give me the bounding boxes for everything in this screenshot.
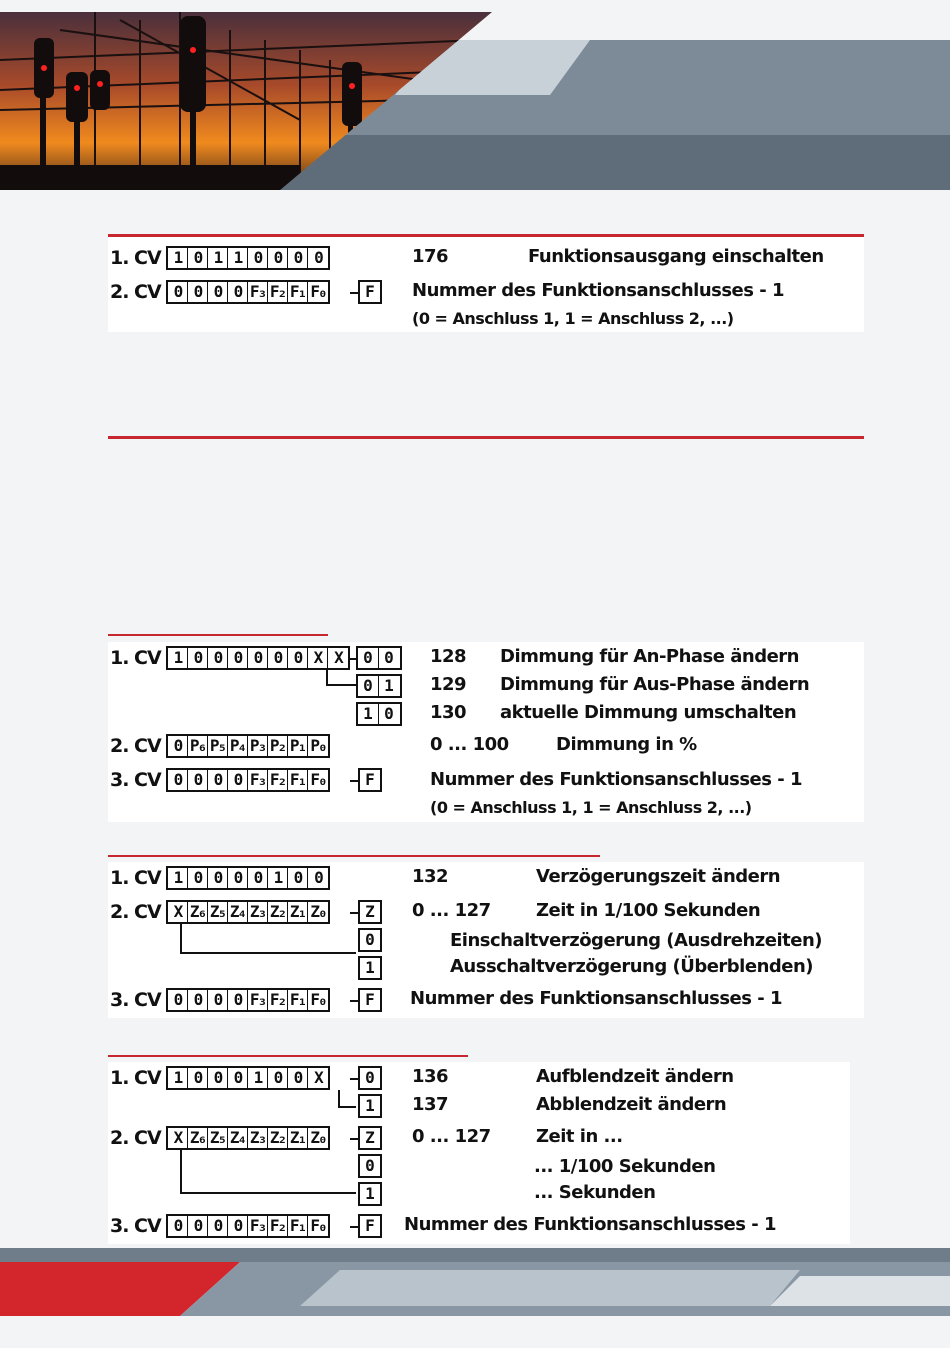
bit: 0 (228, 1068, 248, 1088)
bit: Z₃ (248, 1128, 268, 1148)
bit: P₅ (208, 736, 228, 756)
param-box: F (358, 280, 382, 304)
param-box: F (358, 1214, 382, 1238)
bit: Z₅ (208, 902, 228, 922)
bit: F₁ (288, 282, 308, 302)
cv-description: Dimmung für An-Phase ändern (500, 646, 799, 667)
bit: 1 (248, 1068, 268, 1088)
bit-field (166, 280, 330, 304)
bit: F₃ (248, 990, 268, 1010)
connector-line (326, 684, 356, 686)
bit-field (166, 646, 350, 670)
cv-description: Zeit in 1/100 Sekunden (536, 900, 761, 921)
bit: 0 (208, 282, 228, 302)
cv-row (110, 988, 330, 1012)
bit: 1 (168, 248, 188, 268)
section-divider (108, 855, 600, 857)
connector-line (180, 952, 356, 954)
cv-label: 1. CV (110, 647, 161, 669)
cv-row (110, 280, 330, 304)
bit: 0 (288, 248, 308, 268)
bit: 0 (188, 990, 208, 1010)
option-box: 1 (358, 956, 382, 980)
page-footer (0, 1248, 950, 1344)
option-description: Ausschaltverzögerung (Überblenden) (450, 956, 814, 977)
option-box (356, 646, 402, 670)
bit: Z₄ (228, 1128, 248, 1148)
cv-value: 0 ... 127 (412, 900, 491, 921)
bit: 0 (168, 770, 188, 790)
bit-field (166, 900, 330, 924)
bit: 0 (384, 704, 394, 723)
bit-field (166, 768, 330, 792)
cv-description: Verzögerungszeit ändern (536, 866, 781, 887)
bit: 0 (188, 1068, 208, 1088)
bit: 0 (288, 868, 308, 888)
cv-row (110, 1214, 330, 1238)
connector-line (350, 912, 358, 914)
bit: Z₁ (288, 1128, 308, 1148)
cv-description: Aufblendzeit ändern (536, 1066, 734, 1087)
cv-description: Nummer des Funktionsanschlusses - 1 (410, 988, 783, 1009)
bit: X (314, 1068, 322, 1087)
bit: 0 (268, 1068, 288, 1088)
bit: 0 (268, 648, 288, 668)
bit-field (166, 1066, 330, 1090)
cv-row (110, 646, 350, 670)
bit: F₃ (248, 282, 268, 302)
bit: Z₅ (208, 1128, 228, 1148)
option-description: Einschaltverzögerung (Ausdrehzeiten) (450, 930, 822, 951)
bit: F₃ (248, 770, 268, 790)
bit-field (166, 246, 330, 270)
bit: 0 (314, 868, 322, 887)
bit: P₄ (228, 736, 248, 756)
connector-line (338, 1106, 356, 1108)
bit: 0 (288, 1068, 308, 1088)
bit: 0 (208, 770, 228, 790)
bit: 0 (248, 248, 268, 268)
bit: Z₆ (188, 902, 208, 922)
bit: 1 (384, 676, 394, 695)
bit-field (166, 1126, 330, 1150)
bit: 0 (228, 1216, 248, 1236)
bit: 1 (358, 704, 379, 724)
cv-row (110, 768, 330, 792)
option-box: 0 (358, 928, 382, 952)
bit: X (168, 902, 188, 922)
option-description: ... Sekunden (534, 1182, 656, 1203)
connector-line (350, 1226, 358, 1228)
bit: F₂ (268, 1216, 288, 1236)
option-box: 0 (358, 1154, 382, 1178)
bit: Z₀ (310, 1128, 326, 1147)
option-box: 1 (358, 1182, 382, 1206)
bit: 0 (168, 990, 188, 1010)
bit: Z₃ (248, 902, 268, 922)
bit: F₀ (310, 282, 326, 301)
cv-label: 3. CV (110, 989, 161, 1011)
bit: F₁ (288, 1216, 308, 1236)
connector-line (180, 924, 182, 954)
bit: Z₂ (268, 1128, 288, 1148)
cv-label: 3. CV (110, 1215, 161, 1237)
bit: Z₁ (288, 902, 308, 922)
cv-label: 2. CV (110, 281, 161, 303)
bit: F₀ (310, 1216, 326, 1235)
bit: F₃ (248, 1216, 268, 1236)
param-box: F (358, 988, 382, 1012)
bit: 1 (168, 1068, 188, 1088)
bit-field (166, 734, 330, 758)
connector-line (350, 1138, 358, 1140)
bit: 0 (228, 868, 248, 888)
cv-label: 1. CV (110, 867, 161, 889)
cv-label: 2. CV (110, 901, 161, 923)
cv-note: (0 = Anschluss 1, 1 = Anschluss 2, ...) (430, 798, 752, 817)
connector-line (180, 1150, 182, 1194)
cv-row (110, 246, 330, 270)
bit: Z₆ (188, 1128, 208, 1148)
cv-description: Zeit in ... (536, 1126, 623, 1147)
param-box: F (358, 768, 382, 792)
bit: 0 (248, 868, 268, 888)
cv-note: (0 = Anschluss 1, 1 = Anschluss 2, ...) (412, 309, 734, 328)
cv-label: 3. CV (110, 769, 161, 791)
bit: 0 (188, 770, 208, 790)
bit: F₁ (288, 990, 308, 1010)
bit: 0 (208, 1068, 228, 1088)
section-divider (108, 1055, 468, 1057)
cv-row (110, 1126, 330, 1150)
cv-description: aktuelle Dimmung umschalten (500, 702, 797, 723)
connector-line (348, 658, 356, 660)
cv-description: Abblendzeit ändern (536, 1094, 727, 1115)
bit: 1 (208, 248, 228, 268)
cv-label: 2. CV (110, 735, 161, 757)
section-divider (108, 436, 864, 439)
bit: F₂ (268, 282, 288, 302)
connector-line (350, 292, 358, 294)
cv-description: Nummer des Funktionsanschlusses - 1 (412, 280, 785, 301)
bit: 0 (188, 282, 208, 302)
cv-row (110, 734, 330, 758)
cv-value: 132 (412, 866, 449, 887)
bit: F₁ (288, 770, 308, 790)
cv-row (110, 1066, 330, 1090)
connector-line (350, 1000, 358, 1002)
cv-description: Funktionsausgang einschalten (528, 246, 824, 267)
bit: 0 (358, 676, 379, 696)
bit: 0 (228, 990, 248, 1010)
cv-description: Nummer des Funktionsanschlusses - 1 (430, 769, 803, 790)
bit: 0 (188, 868, 208, 888)
bit-field (166, 1214, 330, 1238)
bit: 0 (248, 648, 268, 668)
option-box: 0 (358, 1066, 382, 1090)
option-box (356, 702, 402, 726)
bit: 0 (358, 648, 379, 668)
bit: 1 (268, 868, 288, 888)
bit: Z₂ (268, 902, 288, 922)
bit: 0 (208, 868, 228, 888)
bit: 1 (168, 868, 188, 888)
bit: X (334, 648, 342, 667)
bit: Z₄ (228, 902, 248, 922)
connector-line (350, 780, 358, 782)
bit: P₁ (288, 736, 308, 756)
cv-description: Nummer des Funktionsanschlusses - 1 (404, 1214, 777, 1235)
bit: 0 (168, 1216, 188, 1236)
cv-row (110, 866, 330, 890)
bit: 1 (228, 248, 248, 268)
bit: P₆ (188, 736, 208, 756)
bit: 0 (268, 248, 288, 268)
bit: 0 (314, 248, 322, 267)
cv-value: 136 (412, 1066, 449, 1087)
cv-description: Dimmung in % (556, 734, 697, 755)
section-divider (108, 634, 328, 636)
bit: 1 (168, 648, 188, 668)
option-box (356, 674, 402, 698)
cv-value: 0 ... 127 (412, 1126, 491, 1147)
bit: 0 (188, 1216, 208, 1236)
bit: F₂ (268, 990, 288, 1010)
connector-line (180, 1192, 356, 1194)
param-box: Z (358, 1126, 382, 1150)
bit: P₃ (248, 736, 268, 756)
bit: X (308, 648, 328, 668)
header-graphic (0, 0, 950, 190)
footer-graphic (0, 1248, 950, 1344)
bit: 0 (188, 648, 208, 668)
bit: 0 (168, 282, 188, 302)
cv-value: 128 (430, 646, 467, 667)
cv-value: 176 (412, 246, 449, 267)
cv-label: 1. CV (110, 1067, 161, 1089)
param-box: Z (358, 900, 382, 924)
bit: 0 (384, 648, 394, 667)
option-box: 1 (358, 1094, 382, 1118)
bit-field (166, 988, 330, 1012)
cv-value: 130 (430, 702, 467, 723)
bit: P₀ (310, 736, 326, 755)
bit: 0 (228, 770, 248, 790)
bit: F₀ (310, 770, 326, 789)
bit: F₂ (268, 770, 288, 790)
connector-line (350, 1078, 358, 1080)
section-divider (108, 234, 864, 237)
bit: 0 (208, 648, 228, 668)
page-header (0, 0, 950, 190)
bit: 0 (168, 736, 188, 756)
bit: 0 (228, 648, 248, 668)
bit: 0 (208, 1216, 228, 1236)
cv-value: 129 (430, 674, 467, 695)
cv-label: 2. CV (110, 1127, 161, 1149)
bit: 0 (208, 990, 228, 1010)
bit: 0 (228, 282, 248, 302)
bit: 0 (288, 648, 308, 668)
cv-label: 1. CV (110, 247, 161, 269)
cv-value: 0 ... 100 (430, 734, 509, 755)
bit: 0 (188, 248, 208, 268)
bit: Z₀ (310, 902, 326, 921)
bit: P₂ (268, 736, 288, 756)
cv-value: 137 (412, 1094, 449, 1115)
bit: F₀ (310, 990, 326, 1009)
cv-row (110, 900, 330, 924)
option-description: ... 1/100 Sekunden (534, 1156, 716, 1177)
cv-description: Dimmung für Aus-Phase ändern (500, 674, 810, 695)
bit-field (166, 866, 330, 890)
bit: X (168, 1128, 188, 1148)
